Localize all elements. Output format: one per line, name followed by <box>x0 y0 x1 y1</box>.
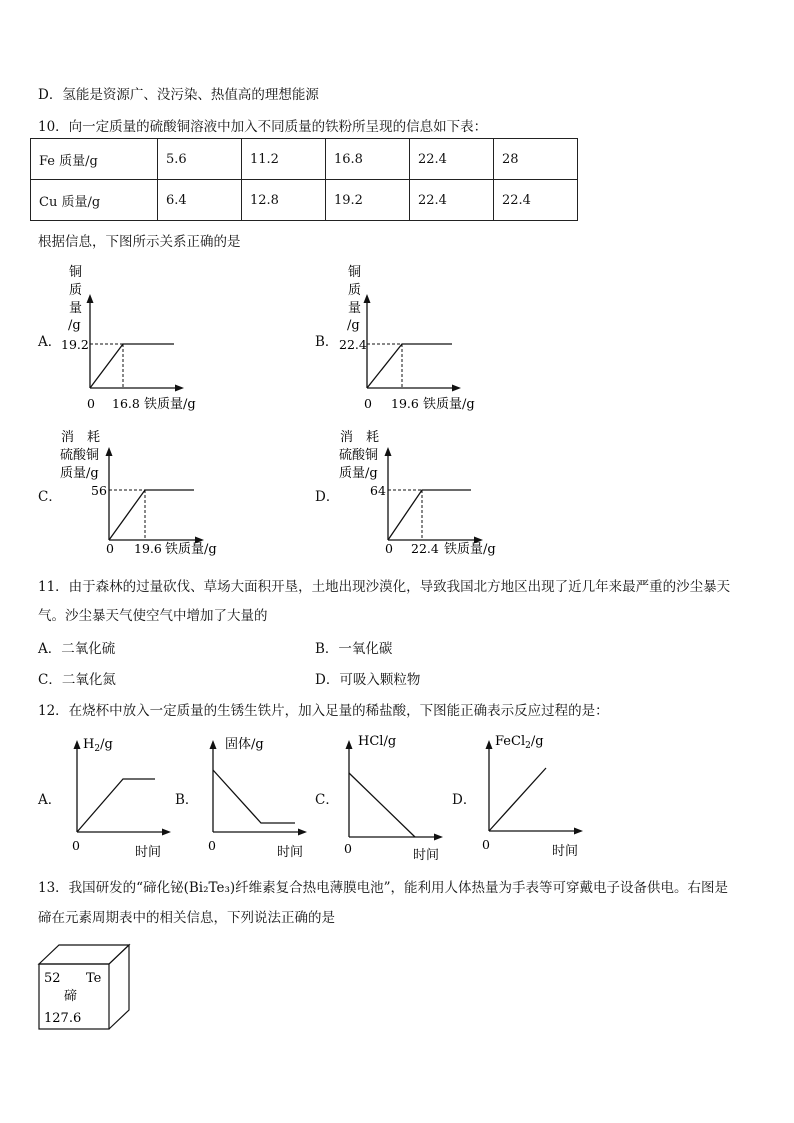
graph-curve <box>213 770 295 823</box>
origin-label: 0 <box>344 841 352 856</box>
q12-graph-a <box>65 730 175 862</box>
q11-stem-line2: 气。沙尘暴天气使空气中增加了大量的 <box>38 608 268 624</box>
q10-stem: 10．向一定质量的硫酸铜溶液中加入不同质量的铁粉所呈现的信息如下表： <box>38 119 488 135</box>
q12-graph-c-option: C． <box>315 792 339 808</box>
y-label-line: 消 耗 <box>340 430 380 445</box>
y-label-line: 消 耗 <box>61 430 101 445</box>
table-row <box>31 180 578 221</box>
q11-option-c: C．二氧化氮 <box>38 672 116 688</box>
table-cell: 11.2 <box>242 139 326 180</box>
q12-stem: 12．在烧杯中放入一定质量的生锈生铁片，加入足量的稀盐酸，下图能正确表示反应过程的是： <box>38 703 609 719</box>
y-value-label: 22.4 <box>339 337 367 352</box>
y-axis-label: FeCl$_2$/g <box>495 734 544 751</box>
y-value-label: 56 <box>91 483 107 498</box>
x-axis-label: 时间 <box>413 848 440 862</box>
y-label-line: 质量/g <box>339 466 378 481</box>
x-value-label: 19.6 <box>134 541 162 556</box>
table-cell: 19.2 <box>326 180 410 221</box>
q10-graph-b-option: B． <box>315 334 339 350</box>
y-axis-label: HCl/g <box>358 734 397 749</box>
table-row-label: Fe 质量/g <box>31 139 158 180</box>
table-cell: 12.8 <box>242 180 326 221</box>
q10-graph-a-option: A． <box>38 334 62 350</box>
graph-curve <box>109 490 194 540</box>
y-label-line: 量 <box>69 301 83 316</box>
q13-stem-line2: 碲在元素周期表中的相关信息，下列说法正确的是 <box>38 910 335 926</box>
y-label-line: 质量/g <box>60 466 99 481</box>
element-atomic-number: 52 <box>44 971 61 986</box>
x-value-label: 19.6 <box>391 396 419 411</box>
origin-label: 0 <box>385 541 393 556</box>
y-label-line: 硫酸铜 <box>339 448 379 463</box>
x-axis-label: 铁质量/g <box>444 542 496 557</box>
q10-prompt: 根据信息，下图所示关系正确的是 <box>38 234 241 250</box>
q10-graph-c <box>58 425 228 565</box>
origin-label: 0 <box>72 838 80 853</box>
origin-label: 0 <box>364 396 372 411</box>
x-value-label: 22.4 <box>411 541 439 556</box>
element-symbol: Te <box>86 971 102 986</box>
origin-label: 0 <box>208 838 216 853</box>
x-axis-label: 时间 <box>135 845 162 860</box>
graph-curve <box>90 344 174 388</box>
q10-data-table <box>30 138 578 221</box>
graph-curve <box>388 490 471 540</box>
y-axis-label: $H_2/g$ <box>83 737 113 754</box>
table-cell: 6.4 <box>158 180 242 221</box>
x-axis-label: 铁质量/g <box>144 397 196 412</box>
x-axis-label: 时间 <box>552 844 579 859</box>
y-label-line: 铜 <box>348 265 362 280</box>
element-name: 碲 <box>64 989 78 1004</box>
y-label-line: 量 <box>348 301 362 316</box>
q12-graph-b-option: B． <box>175 792 199 808</box>
q10-graph-d <box>337 425 507 565</box>
table-cell: 22.4 <box>410 180 494 221</box>
q11-stem-line1: 11．由于森林的过量砍伐、草场大面积开垦，土地出现沙漠化，导致我国北方地区出现了近几年来最严重的沙尘暴天 <box>38 579 731 595</box>
q11-option-b: B．一氧化碳 <box>315 641 393 657</box>
table-cell: 16.8 <box>326 139 410 180</box>
x-axis-label: 时间 <box>277 845 304 860</box>
y-label-line: 质 <box>69 283 83 298</box>
y-value-label: 64 <box>370 483 386 498</box>
tellurium-element-cell <box>36 942 136 1034</box>
q10-graph-b <box>337 262 497 417</box>
y-label-line: /g <box>347 318 360 333</box>
q12-graph-d <box>480 730 590 862</box>
q12-graph-d-option: D． <box>452 792 477 808</box>
table-cell: 28 <box>494 139 578 180</box>
graph-curve <box>77 779 155 832</box>
q11-option-a: A．二氧化硫 <box>38 641 116 657</box>
table-row-label: Cu 质量/g <box>31 180 158 221</box>
y-axis-label: 固体/g <box>225 737 264 752</box>
x-value-label: 16.8 <box>112 396 140 411</box>
table-cell: 22.4 <box>410 139 494 180</box>
y-label-line: 铜 <box>69 265 83 280</box>
q12-graph-c <box>340 730 450 862</box>
table-cell: 5.6 <box>158 139 242 180</box>
q10-graph-d-option: D． <box>315 489 340 505</box>
table-cell: 22.4 <box>494 180 578 221</box>
graph-curve <box>349 773 415 837</box>
q12-graph-b <box>203 730 313 862</box>
table-row <box>31 139 578 180</box>
y-label-line: 质 <box>348 283 362 298</box>
element-atomic-mass: 127.6 <box>44 1011 82 1026</box>
origin-label: 0 <box>87 396 95 411</box>
q10-graph-c-option: C． <box>38 489 62 505</box>
q11-option-d: D．可吸入颗粒物 <box>315 672 421 688</box>
y-label-line: /g <box>68 318 81 333</box>
x-axis-label: 铁质量/g <box>423 397 475 412</box>
q9-option-d: D．氢能是资源广、没污染、热值高的理想能源 <box>38 87 319 103</box>
graph-curve <box>489 768 546 831</box>
origin-label: 0 <box>482 837 490 852</box>
q13-stem-line1: 13．我国研发的“碲化铋(Bi₂Te₃)纤维素复合热电薄膜电池”，能利用人体热量为手表等可穿戴电子设备供电。右图是 <box>38 880 729 896</box>
y-label-line: 硫酸铜 <box>60 448 100 463</box>
x-axis-label: 铁质量/g <box>165 542 217 557</box>
origin-label: 0 <box>106 541 114 556</box>
q10-graph-a <box>58 262 218 417</box>
q12-graph-a-option: A． <box>38 792 62 808</box>
graph-curve <box>367 344 452 388</box>
y-value-label: 19.2 <box>61 337 89 352</box>
